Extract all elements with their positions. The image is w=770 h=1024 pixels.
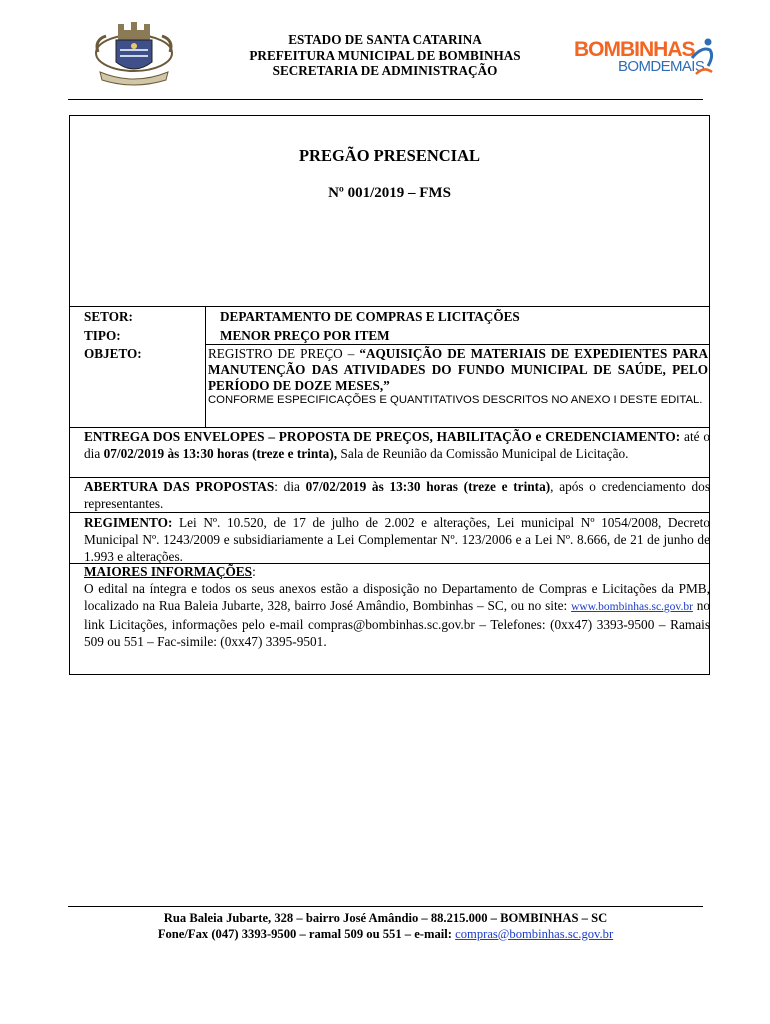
header-prefeitura: PREFEITURA MUNICIPAL DE BOMBINHAS — [249, 47, 521, 63]
logo-top-text: BOMBINHAS — [574, 38, 695, 61]
entrega-label: ENTREGA DOS ENVELOPES – PROPOSTA DE PREÇOS, HABILITAÇÃO e CREDENCIAMENTO: — [84, 429, 681, 444]
informacoes-section — [84, 563, 710, 650]
document-title: PREGÃO PRESENCIAL — [298, 146, 481, 165]
objeto-prefix: REGISTRO DE PREÇO – — [208, 346, 355, 361]
regimento-rule — [69, 512, 710, 513]
setor-label: SETOR: — [84, 309, 133, 324]
regimento-text: Lei Nº. 10.520, de 17 de julho de 2.002 e alterações, Lei municipal Nº 1054/2008, Decreto Municipal Nº. 1243/2009 e subsidiariamente a Lei Complementar Nº. 123/2006 e a Lei Nº. 8.666, de 21 de junho de 1.993 e alterações. — [84, 515, 710, 564]
informacoes-text1: O edital na íntegra e todos os seus anexos estão a disposição no Departamento de Compras e Licitações da PMB, localizado na Rua Baleia Jubarte, 328, bairro José Amândio, Bombinhas – SC, ou no site: — [84, 581, 710, 613]
footer — [68, 911, 703, 942]
entrega-text2: Sala de Reunião da Comissão Municipal de Licitação. — [340, 446, 629, 461]
objeto-value — [208, 346, 708, 407]
abertura-text1: : dia — [274, 479, 300, 494]
abertura-date: 07/02/2019 às 13:30 horas (treze e trinta) — [305, 479, 551, 494]
footer-email-link[interactable]: compras@bombinhas.sc.gov.br — [455, 926, 614, 941]
tipo-rule — [205, 344, 710, 345]
logo-bottom-text: BOMDEMAIS — [618, 58, 705, 75]
abertura-label: ABERTURA DAS PROPOSTAS — [84, 479, 275, 494]
informacoes-text2: no link Licitações, informações pelo e-mail compras@bombinhas.sc.gov.br – Telefones: (0xx47) 3393-9500 – Ramais 509 ou 551 – Fac-simile: (0xx47) 3395-9501. — [84, 598, 711, 649]
entrega-date: 07/02/2019 às 13:30 horas (treze e trinta), — [103, 446, 338, 461]
objeto-bold: “AQUISIÇÃO DE MATERIAIS DE EXPEDIENTES PARA MANUTENÇÃO DAS ATIVIDADES DO FUNDO MUNICIPAL DE SAÚDE, PELO PERÍODO DE DOZE MESES,” — [208, 346, 709, 393]
objeto-label: OBJETO: — [84, 346, 142, 361]
header-title-block — [210, 32, 560, 79]
fields-top-rule — [69, 306, 710, 307]
objeto-suffix: CONFORME ESPECIFICAÇÕES E QUANTITATIVOS DESCRITOS NO ANEXO I DESTE EDITAL. — [208, 394, 703, 406]
fields-column-rule — [205, 306, 206, 427]
abertura-text2: , após o credenciamento dos representantes. — [84, 479, 711, 511]
header-state: ESTADO DE SANTA CATARINA — [288, 32, 482, 47]
entrega-section — [84, 428, 710, 462]
document-number: Nº 001/2019 – FMS — [328, 185, 451, 201]
regimento-label: REGIMENTO: — [84, 515, 173, 530]
entrega-text1: até o dia — [84, 429, 711, 461]
informacoes-label: MAIORES INFORMAÇÕES — [84, 564, 253, 579]
tipo-value: MENOR PREÇO POR ITEM — [220, 328, 390, 343]
footer-divider — [68, 906, 703, 907]
footer-address: Rua Baleia Jubarte, 328 – bairro José Amândio – 88.215.000 – BOMBINHAS – SC — [163, 911, 608, 925]
informacoes-colon: : — [252, 564, 256, 579]
tipo-label: TIPO: — [84, 328, 121, 343]
abertura-section — [84, 478, 710, 512]
regimento-section — [84, 514, 710, 565]
swimmer-icon — [688, 36, 718, 80]
municipal-crest-icon — [92, 20, 176, 86]
footer-contact — [68, 927, 703, 943]
bombinhas-logo — [570, 36, 720, 80]
setor-value: DEPARTAMENTO DE COMPRAS E LICITAÇÕES — [220, 309, 520, 324]
header-secretaria: SECRETARIA DE ADMINISTRAÇÃO — [272, 63, 498, 78]
site-link[interactable]: www.bombinhas.sc.gov.br — [571, 601, 693, 613]
header-divider — [68, 99, 703, 100]
footer-phone: Fone/Fax (047) 3393-9500 – ramal 509 ou 551 – e-mail: — [157, 926, 452, 941]
